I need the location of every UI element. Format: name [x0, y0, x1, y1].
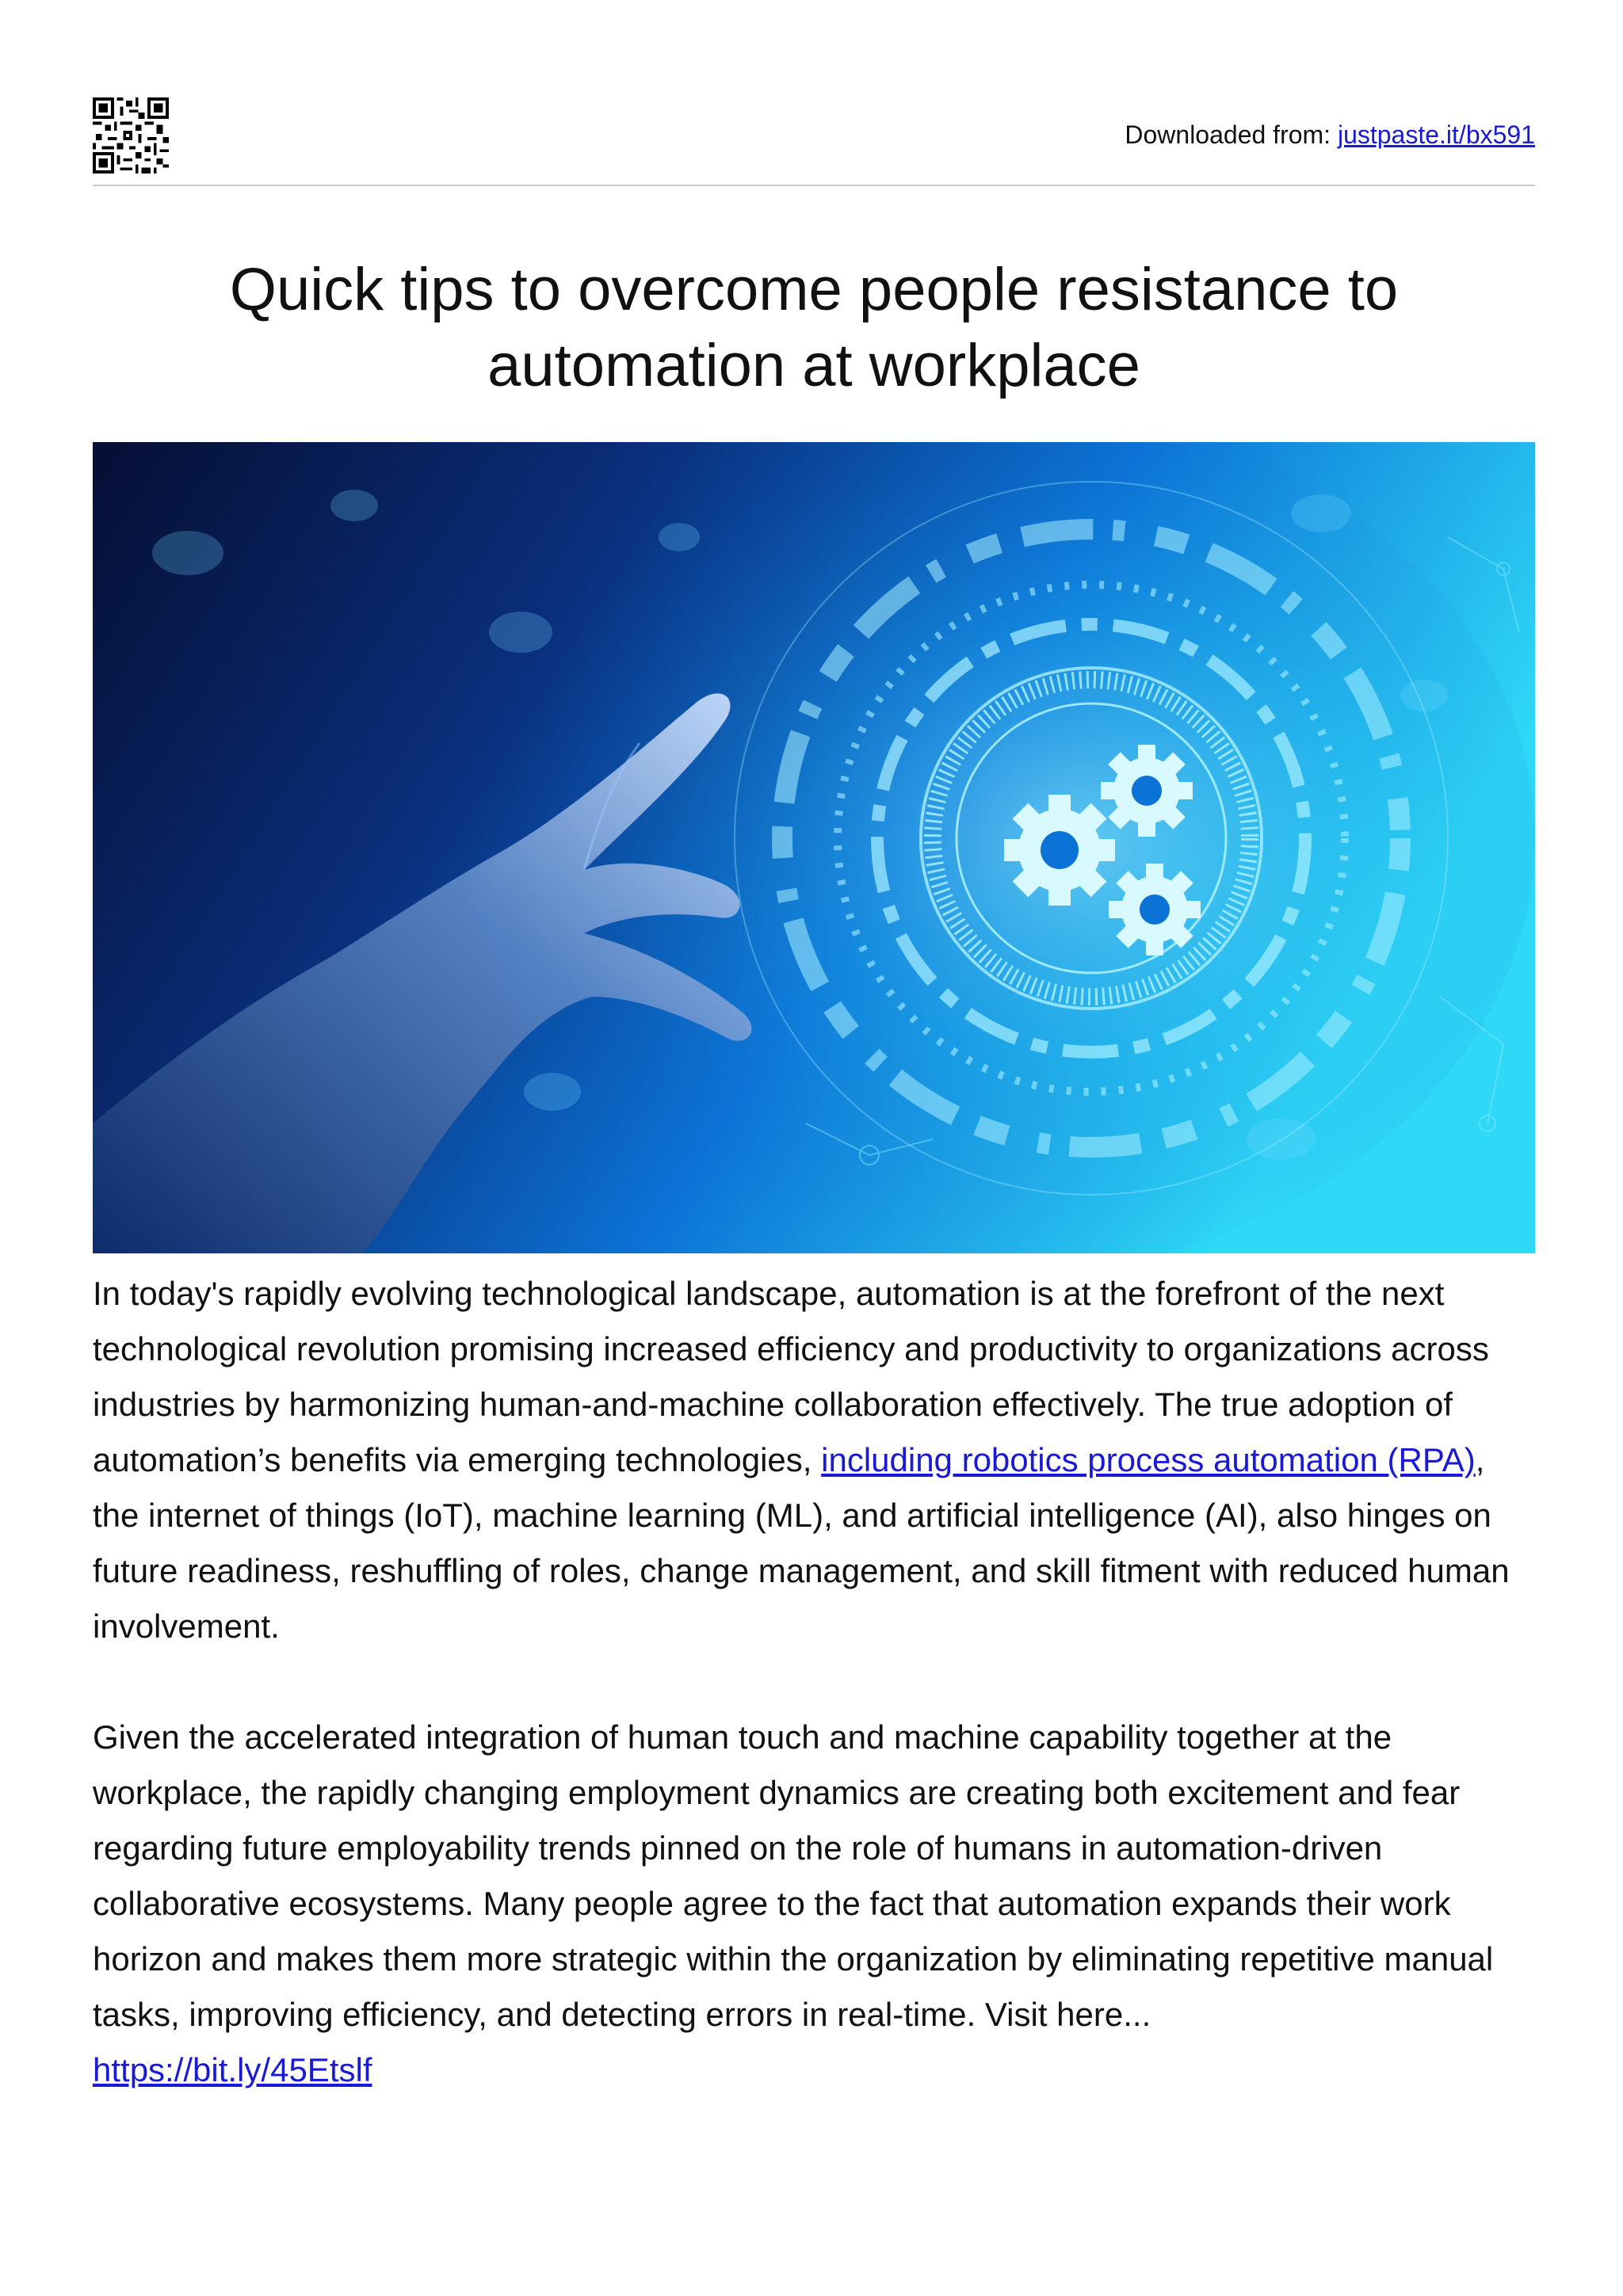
intro-text: In today's rapidly evolving technological landscape, automation is at the forefront of the next technological revolution promising increased efficiency and productivity to organizations across industries by harmonizing human-and-machine collaboration effectively. The true adoption of automation’s benefits via emerging technologies,	[93, 1275, 1489, 1478]
paragraph-second	[93, 1710, 1535, 2098]
hero-image	[93, 442, 1535, 1253]
article-body	[93, 1266, 1535, 2098]
intro-text-continued: , the internet of things (IoT), machine learning (ML), and artificial intelligence (AI), also hinges on future readiness, reshuffling of roles, change management, and skill fitment with reduced human involvement.	[93, 1441, 1510, 1645]
second-text: Given the accelerated integration of human touch and machine capability together at the workplace, the rapidly changing employment dynamics are creating both excitement and fear regarding future employability trends pinned on the role of humans in automation-driven collaborative ecosystems. Many people agree to the fact that automation expands their work horizon and makes them more strategic within the organization by eliminating repetitive manual tasks, improving efficiency, and detecting errors in real-time. Visit here...	[93, 1718, 1494, 2033]
source-link[interactable]: justpaste.it/bx591	[1337, 120, 1535, 149]
paragraph-intro	[93, 1266, 1535, 1654]
hand-gears-illustration-icon	[93, 442, 1535, 1253]
rpa-link[interactable]: including robotics process automation (RPA)	[821, 1441, 1476, 1478]
visit-link[interactable]: https://bit.ly/45Etslf	[93, 2051, 372, 2088]
download-source	[1125, 119, 1535, 151]
qr-code-icon	[93, 97, 169, 174]
page-header	[93, 93, 1535, 187]
header-divider	[93, 185, 1535, 186]
page-title: Quick tips to overcome people resistance to automation at workplace	[229, 256, 1399, 399]
download-prefix: Downloaded from:	[1125, 120, 1338, 149]
